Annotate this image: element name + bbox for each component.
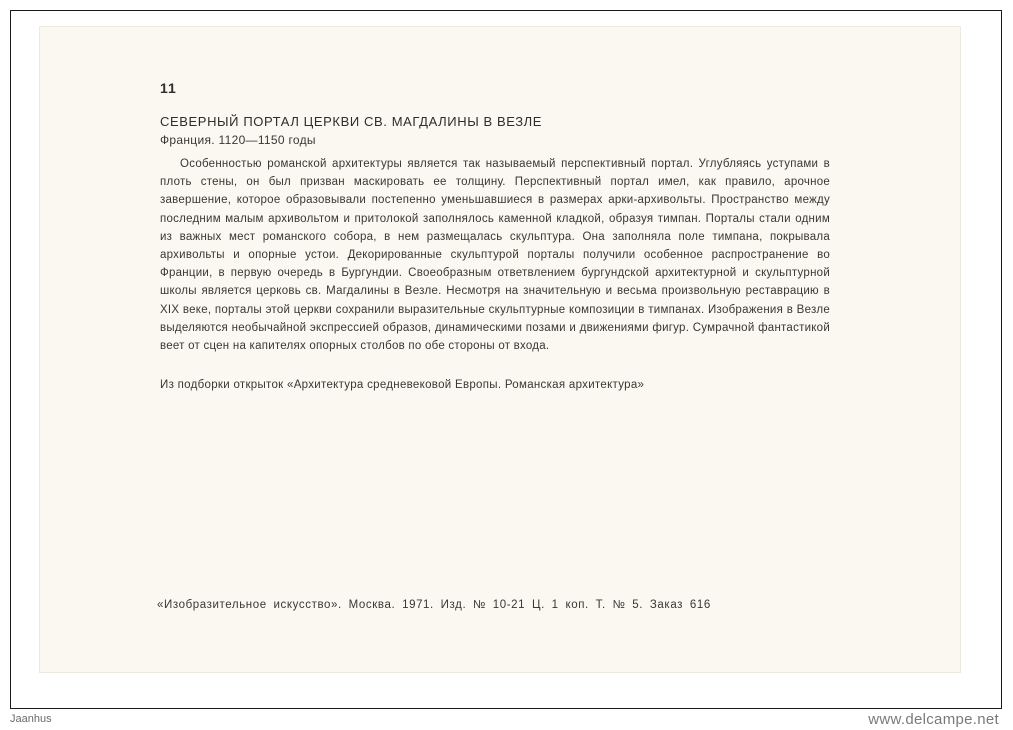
uploader-watermark: Jaanhus [10, 713, 52, 725]
card-source-note: Из подборки открыток «Архитектура средневековой Европы. Романская архитектура» [160, 379, 645, 392]
site-watermark: www.delcampe.net [868, 711, 999, 728]
card-subtitle: Франция. 1120—1150 годы [160, 133, 316, 147]
publisher-imprint: «Изобразительное искусство». Москва. 1971. Изд. № 10-21 Ц. 1 коп. Т. № 5. Заказ 616 [157, 599, 711, 611]
card-number: 11 [160, 80, 177, 96]
card-description: Особенностью романской архитектуры является так называемый перспективный портал. Углубляясь уступами в плоть стены, он был призван маскировать ее толщину. Перспективный портал имел, как правило, арочное завершение, которое образовывали постепенно уменьшавшиеся в размерах арки-архивольты. Пространство между последним малым архивольтом и притолокой заполнялось каменной кладкой, образуя тимпан. Порталы стали одним из важных мест романского собора, в нем размещалась скульптура. Она заполняла поле тимпана, покрывала архивольты и опорные устои. Декорированные скульптурой порталы получили особенное распространение во Франции, в первую очередь в Бургундии. Своеобразным ответвлением бургундской архитектурной и скульптурной школы является церковь св. Магдалины в Везле. Несмотря на значительную и весьма произвольную реставрацию в XIX веке, порталы этой церкви сохранили выразительные скульптурные композиции в тимпанах. Изображения в Везле выделяются необычайной экспрессией образов, динамическими позами и движениями фигур. Сумрачной фантастикой веет от сцен на капителях опорных столбов по обе стороны от входа. [160, 158, 830, 353]
card-title: СЕВЕРНЫЙ ПОРТАЛ ЦЕРКВИ СВ. МАГДАЛИНЫ В ВЕЗЛЕ [160, 114, 542, 129]
card-text-block [160, 80, 830, 391]
